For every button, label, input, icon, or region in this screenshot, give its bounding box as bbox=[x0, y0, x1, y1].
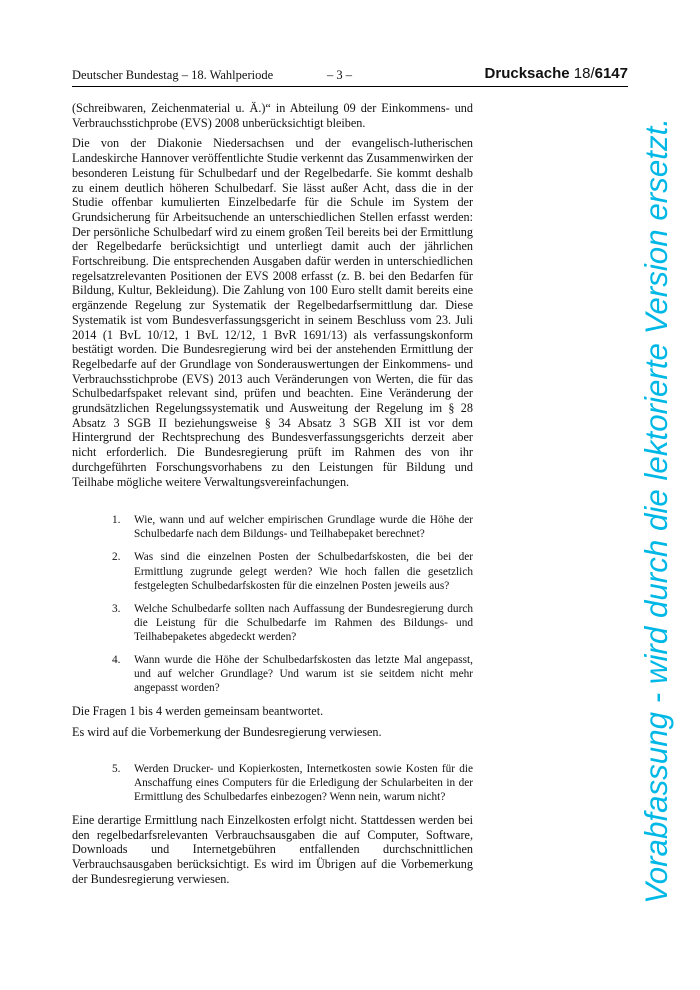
parliament-label: Deutscher Bundestag – 18. Wahlperiode bbox=[72, 68, 274, 82]
question-number: 1. bbox=[112, 514, 121, 527]
document-number-main: 6147 bbox=[594, 65, 628, 82]
question-number: 4. bbox=[112, 654, 121, 667]
question-text: Was sind die einzelnen Posten der Schulbedarfskosten, die bei der Ermittlung zugrunde gelegt werden? Wie hoch fallen die gesetzlich festgelegten Schulbedarfskosten für die einzelnen Posten jeweils aus? bbox=[134, 551, 473, 592]
question-text: Wie, wann und auf welcher empirischen Grundlage wurde die Höhe der Schulbedarfe nach dem Bildungs- und Teilhabepaket berechnet? bbox=[134, 514, 473, 541]
question-list-5 bbox=[72, 762, 473, 804]
question-item bbox=[112, 550, 473, 592]
document-number bbox=[485, 65, 628, 82]
document-number-prefix: 18/ bbox=[573, 65, 595, 82]
page-body bbox=[72, 101, 473, 893]
question-number: 5. bbox=[112, 762, 121, 775]
page-number: – 3 – bbox=[327, 68, 352, 82]
question-item bbox=[112, 513, 473, 541]
paragraph-continuation: (Schreibwaren, Zeichenmaterial u. Ä.)“ in Abteilung 09 der Einkommens- und Verbrauchsstichprobe (EVS) 2008 unberücksichtigt bleiben. bbox=[72, 101, 473, 130]
answer-5: Eine derartige Ermittlung nach Einzelkosten erfolgt nicht. Stattdessen werden bei den regelbedarfsrelevanten Verbrauchsausgaben die auf Computer, Software, Downloads und Internetgebühren entfallenden durchschnittlichen Verbrauchsausgaben berücksichtigt. Es wird im Übrigen auf die Vorbemerkung der Bundesregierung verwiesen. bbox=[72, 813, 473, 886]
paragraph-study-response: Die von der Diakonie Niedersachsen und der evangelisch-lutherischen Landeskirche Hannover veröffentlichte Studie verkennt das Zusammenwirken der besonderen Leistung für Schulbedarf und der Regelbedarfe. Sie kommt deshalb zu einem deutlich höheren Schulbedarf. Sie lässt außer Acht, dass die in der Studie offenbar kumulierten Einzelbedarfe für die Schule im System der Grundsicherung für Arbeitsuchende an unterschiedlichen Stellen erfasst werden: Der persönliche Schulbedarf wird zu einem großen Teil bereits bei der Ermittlung der Regelbedarfe berücksichtigt und unterliegt damit auch der jährlichen Fortschreibung. Die entsprechenden Ausgaben dafür werden in unterschiedlichen regelsatzrelevanten Positionen der EVS 2008 erfasst (z. B. bei den Bedarfen für Bildung, Kultur, Bekleidung). Die Zahlung von 100 Euro stellt damit bereits eine ergänzende Regelung zur Systematik der Regelbedarfsermittlung dar. Diese Systematik ist vom Bundesverfassungsgericht in seinem Beschluss vom 23. Juli 2014 (1 BvL 10/12, 1 BvL 12/12, 1 BvR 1691/13) als verfassungskonform bestätigt worden. Die Bundesregierung wird bei der anstehenden Ermittlung der Regelbedarfe auf der Grundlage von Sonderauswertungen der Einkommens- und Verbrauchsstichprobe (EVS) 2013 auch Veränderungen von Werten, die für das Schulbedarfspaket relevant sind, prüfen und beachten. Eine Veränderung der grundsätzlichen Regelungssystematik und Ausweitung der Regelung im § 28 Absatz 3 SGB II beziehungsweise § 34 Absatz 3 SGB XII ist vor dem Hintergrund der Rechtsprechung des Bundesverfassungsgerichts derzeit aber nicht erforderlich. Die Bundesregierung prüft im Rahmen des von ihr durchgeführten Forschungsvorhabens zu den Leistungen für Bildung und Teilhabe mögliche weitere Verwaltungsvereinfachungen. bbox=[72, 136, 473, 489]
question-text: Welche Schulbedarfe sollten nach Auffassung der Bundesregierung durch die Leistung für die Schulbedarfe im Rahmen des Bildungs- und Teilhabepaketes abgedeckt werden? bbox=[134, 602, 473, 643]
question-item bbox=[112, 762, 473, 804]
draft-watermark bbox=[623, 116, 683, 906]
question-item bbox=[112, 602, 473, 644]
question-number: 3. bbox=[112, 602, 121, 615]
question-item bbox=[112, 653, 473, 695]
question-text: Wann wurde die Höhe der Schulbedarfskosten das letzte Mal angepasst, und auf welcher Grundlage? Und warum ist sie seitdem nicht mehr angepasst worden? bbox=[134, 654, 473, 695]
answer-1-4-line-2: Es wird auf die Vorbemerkung der Bundesregierung verwiesen. bbox=[72, 725, 382, 740]
question-text: Werden Drucker- und Kopierkosten, Internetkosten sowie Kosten für die Anschaffung eines Computers für die Erledigung der Schularbeiten in der Ermittlung des Schulbedarfes einbezogen? Wenn nein, warum nicht? bbox=[134, 762, 473, 803]
watermark-text: Vorabfassung - wird durch die lektorierte Version ersetzt. bbox=[638, 116, 674, 904]
answer-1-4-line-1: Die Fragen 1 bis 4 werden gemeinsam beantwortet. bbox=[72, 704, 324, 719]
page-header bbox=[72, 66, 628, 87]
question-list-1-4 bbox=[72, 513, 473, 695]
document-label: Drucksache bbox=[484, 65, 570, 82]
question-number: 2. bbox=[112, 551, 121, 564]
